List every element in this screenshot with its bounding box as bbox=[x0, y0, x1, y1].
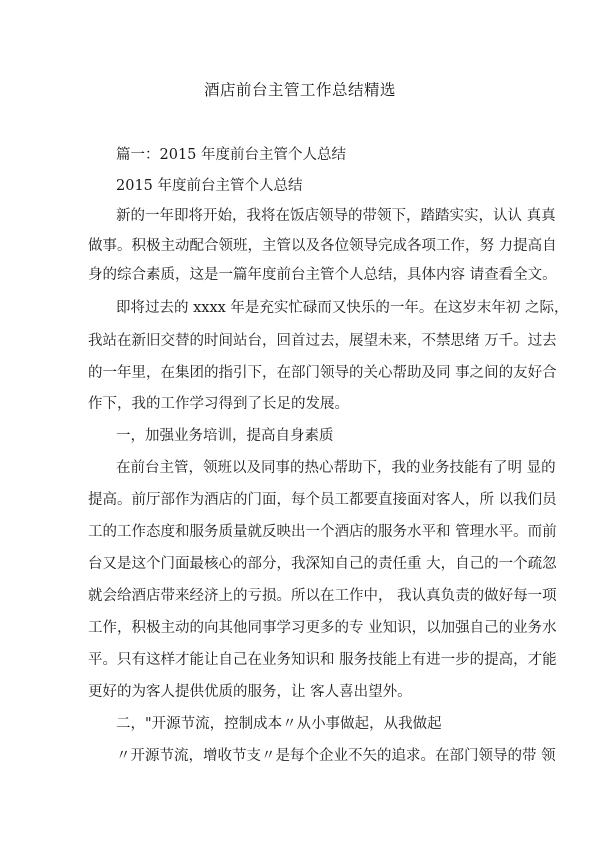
section-heading-3: 二，"开源节流，控制成本〃从小事做起，从我做起 bbox=[116, 716, 442, 732]
paragraph-line: 即将过去的 xxxx 年是充实忙碌而又快乐的一年。在这岁末年初 之际， bbox=[116, 300, 569, 316]
paragraph-line: 作下，我的工作学习得到了长足的发展。 bbox=[88, 396, 349, 412]
paragraph-line: 更好的为客人提供优质的服务，让 客人喜出望外。 bbox=[88, 684, 412, 700]
document-title: 酒店前台主管工作总结精选 bbox=[203, 81, 396, 99]
paragraph-line: 在前台主管，领班以及同事的热心帮助下，我的业务技能有了明 显的 bbox=[116, 460, 556, 476]
section-heading-2: 一，加强业务培训，提高自身素质 bbox=[116, 428, 334, 444]
paragraph-line: 〃开源节流，增收节支〃是每个企业不矢的追求。在部门领导的带 领 bbox=[116, 748, 556, 764]
paragraph-line: 台又是这个门面最核心的部分，我深知自己的责任重 大，自己的一个疏忽 bbox=[88, 556, 557, 572]
paragraph-line: 工的工作态度和服务质量就反映出一个酒店的服务水平和 管理水平。而前 bbox=[88, 524, 557, 540]
paragraph-line: 做事。积极主动配合领班，主管以及各位领导完成各项工作，努 力提高自 bbox=[88, 238, 557, 254]
subheading: 2015 年度前台主管个人总结 bbox=[116, 178, 303, 194]
paragraph-line: 新的一年即将开始，我将在饭店领导的带领下，踏踏实实，认认 真真 bbox=[116, 208, 556, 224]
paragraph-line: 我站在新旧交替的时间站台，回首过去，展望未来，不禁思绪 万千。过去 bbox=[88, 333, 557, 349]
paragraph-line: 工作，积极主动的向其他同事学习更多的专 业知识，以加强自己的业务水 bbox=[88, 620, 557, 636]
paragraph-line: 的一年里，在集团的指引下，在部门领导的关心帮助及同 事之间的友好合 bbox=[88, 365, 557, 381]
paragraph-line: 平。只有这样才能让自己在业务知识和 服务技能上有进一步的提高，才能 bbox=[88, 652, 557, 668]
paragraph-line: 身的综合素质，这是一篇年度前台主管个人总结，具体内容 请查看全文。 bbox=[88, 267, 557, 283]
section-heading-1: 篇一：2015 年度前台主管个人总结 bbox=[116, 147, 347, 163]
paragraph-line: 就会给酒店带来经济上的亏损。所以在工作中， 我认真负责的做好每一项 bbox=[88, 588, 557, 604]
paragraph-line: 提高。前厅部作为酒店的门面，每个员工都要直接面对客人，所 以我们员 bbox=[88, 492, 557, 508]
